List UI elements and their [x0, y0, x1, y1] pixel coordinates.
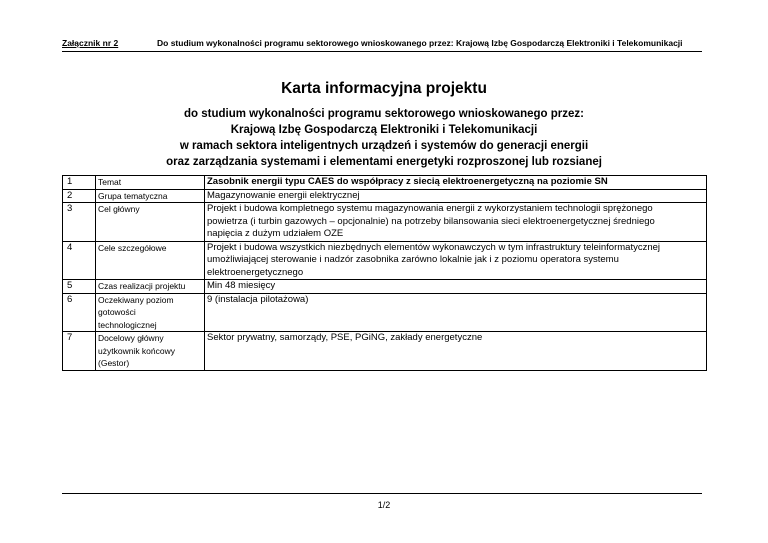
table-row — [63, 280, 707, 294]
table-row — [63, 293, 707, 332]
page-header — [62, 38, 702, 52]
row-number: 4 — [63, 241, 96, 280]
row-value — [205, 203, 707, 242]
header-reference: Do studium wykonalności programu sektorowego wnioskowanego przez: Krajową Izbę Gospodarczą Elektroniki i Telekomunikacji — [157, 38, 683, 48]
row-value-line: powietrza (i turbin gazowych – opcjonalnie) na potrzeby bilansowania sieci elektroenergetycznej średniego — [207, 215, 655, 227]
row-number: 7 — [63, 332, 96, 371]
row-value-line: elektroenergetycznego — [207, 266, 304, 278]
subtitle-line-2: Krajową Izbę Gospodarczą Elektroniki i Telekomunikacji — [230, 124, 538, 136]
row-value: Min 48 miesięcy — [205, 280, 707, 294]
subtitle-line-4: oraz zarządzania systemami i elementami energetyki rozproszonej lub rozsianej — [166, 156, 602, 168]
row-value-line: Projekt i budowa kompletnego systemu magazynowania energii z wykorzystaniem technologii sprężonego — [207, 203, 653, 214]
row-number: 2 — [63, 189, 96, 203]
row-label: Czas realizacji projektu — [96, 280, 205, 294]
table-row — [63, 332, 707, 371]
row-label-line: użytkownik końcowy — [98, 345, 176, 356]
row-label: Grupa tematyczna — [96, 189, 205, 203]
project-info-table — [62, 175, 707, 371]
row-label: Temat — [96, 176, 205, 190]
row-number: 1 — [63, 176, 96, 190]
page-number: 1/2 — [377, 500, 391, 510]
table-row — [63, 176, 707, 190]
row-label — [96, 293, 205, 332]
row-label: Cel główny — [96, 203, 205, 242]
subtitle-line-1: do studium wykonalności programu sektorowego wnioskowanego przez: — [184, 108, 584, 120]
document-title: Karta informacyjna projektu — [281, 80, 487, 97]
row-value: 9 (instalacja pilotażowa) — [205, 293, 707, 332]
row-value-line: Projekt i budowa wszystkich niezbędnych elementów wykonawczych w tym infrastruktury teleinformatycznej — [207, 241, 661, 253]
row-number: 3 — [63, 203, 96, 242]
row-value: Magazynowanie energii elektrycznej — [205, 189, 707, 203]
row-label-line: Oczekiwany poziom — [98, 294, 174, 305]
table-row — [63, 203, 707, 242]
row-label-line: (Gestor) — [98, 358, 130, 368]
row-label-line: Docelowy główny — [98, 333, 164, 343]
row-value: Sektor prywatny, samorządy, PSE, PGiNG, zakłady energetyczne — [205, 332, 707, 371]
row-value-line: umożliwiającej sterowanie i nadzór zasobnika zarówno lokalnie jak i z poziomu operatora systemu — [207, 254, 619, 265]
subtitle-line-3: w ramach sektora inteligentnych urządzeń i systemów do generacji energii — [179, 140, 589, 152]
footer-divider — [62, 493, 702, 494]
attachment-label: Załącznik nr 2 — [62, 38, 119, 48]
row-label-line: gotowości — [98, 307, 136, 317]
table-row — [63, 189, 707, 203]
row-value — [205, 241, 707, 280]
row-label-line: technologicznej — [98, 319, 157, 330]
table-row — [63, 241, 707, 280]
row-value: Zasobnik energii typu CAES do współpracy z siecią elektroenergetyczną na poziomie SN — [205, 176, 707, 190]
header-divider — [62, 51, 702, 52]
row-label — [96, 332, 205, 371]
row-label: Cele szczegółowe — [96, 241, 205, 280]
row-number: 5 — [63, 280, 96, 294]
row-number: 6 — [63, 293, 96, 332]
row-value-line: napięcia z dużym udziałem OZE — [207, 228, 344, 239]
